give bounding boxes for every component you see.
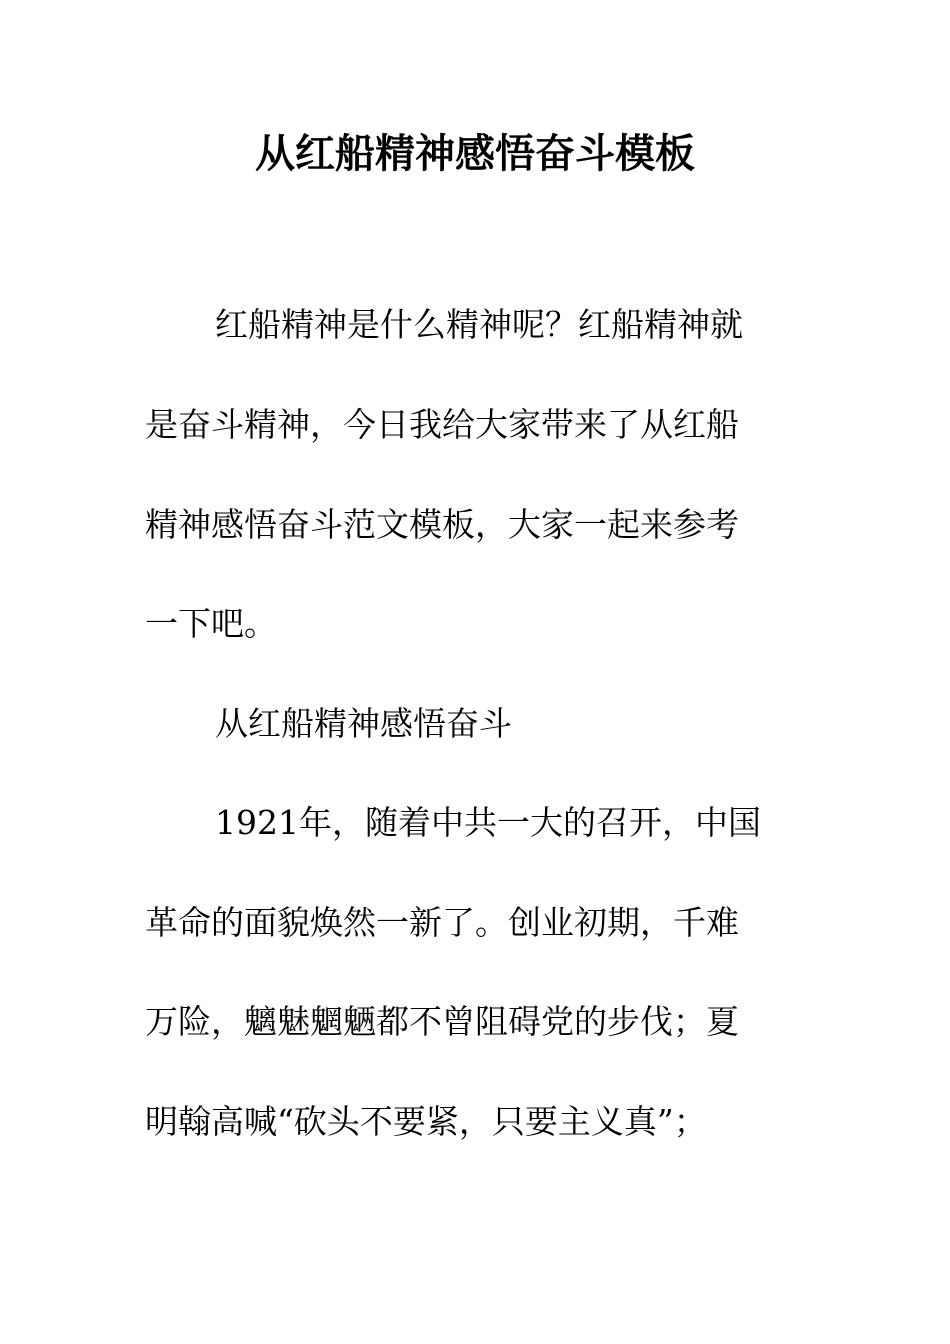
paragraph-2-line-3: 万险，魑魅魍魉都不曾阻碍党的步伐；夏 [145, 1002, 739, 1041]
paragraph-1-line-1: 红船精神是什么精神呢？红船精神就 [215, 305, 743, 344]
paragraph-1-line-4: 一下吧。 [145, 604, 277, 643]
paragraph-2-line-1: 1921年，随着中共一大的召开，中国 [215, 803, 761, 842]
paragraph-2-line-4: 明翰高喊“砍头不要紧，只要主义真”； [145, 1102, 707, 1141]
paragraph-1-line-3: 精神感悟奋斗范文模板，大家一起来参考 [145, 505, 739, 544]
paragraph-1-line-2: 是奋斗精神，今日我给大家带来了从红船 [145, 405, 739, 444]
document-title: 从红船精神感悟奋斗模板 [255, 131, 695, 177]
section-heading: 从红船精神感悟奋斗 [215, 704, 512, 743]
paragraph-2-line-2: 革命的面貌焕然一新了。创业初期，千难 [145, 903, 739, 942]
